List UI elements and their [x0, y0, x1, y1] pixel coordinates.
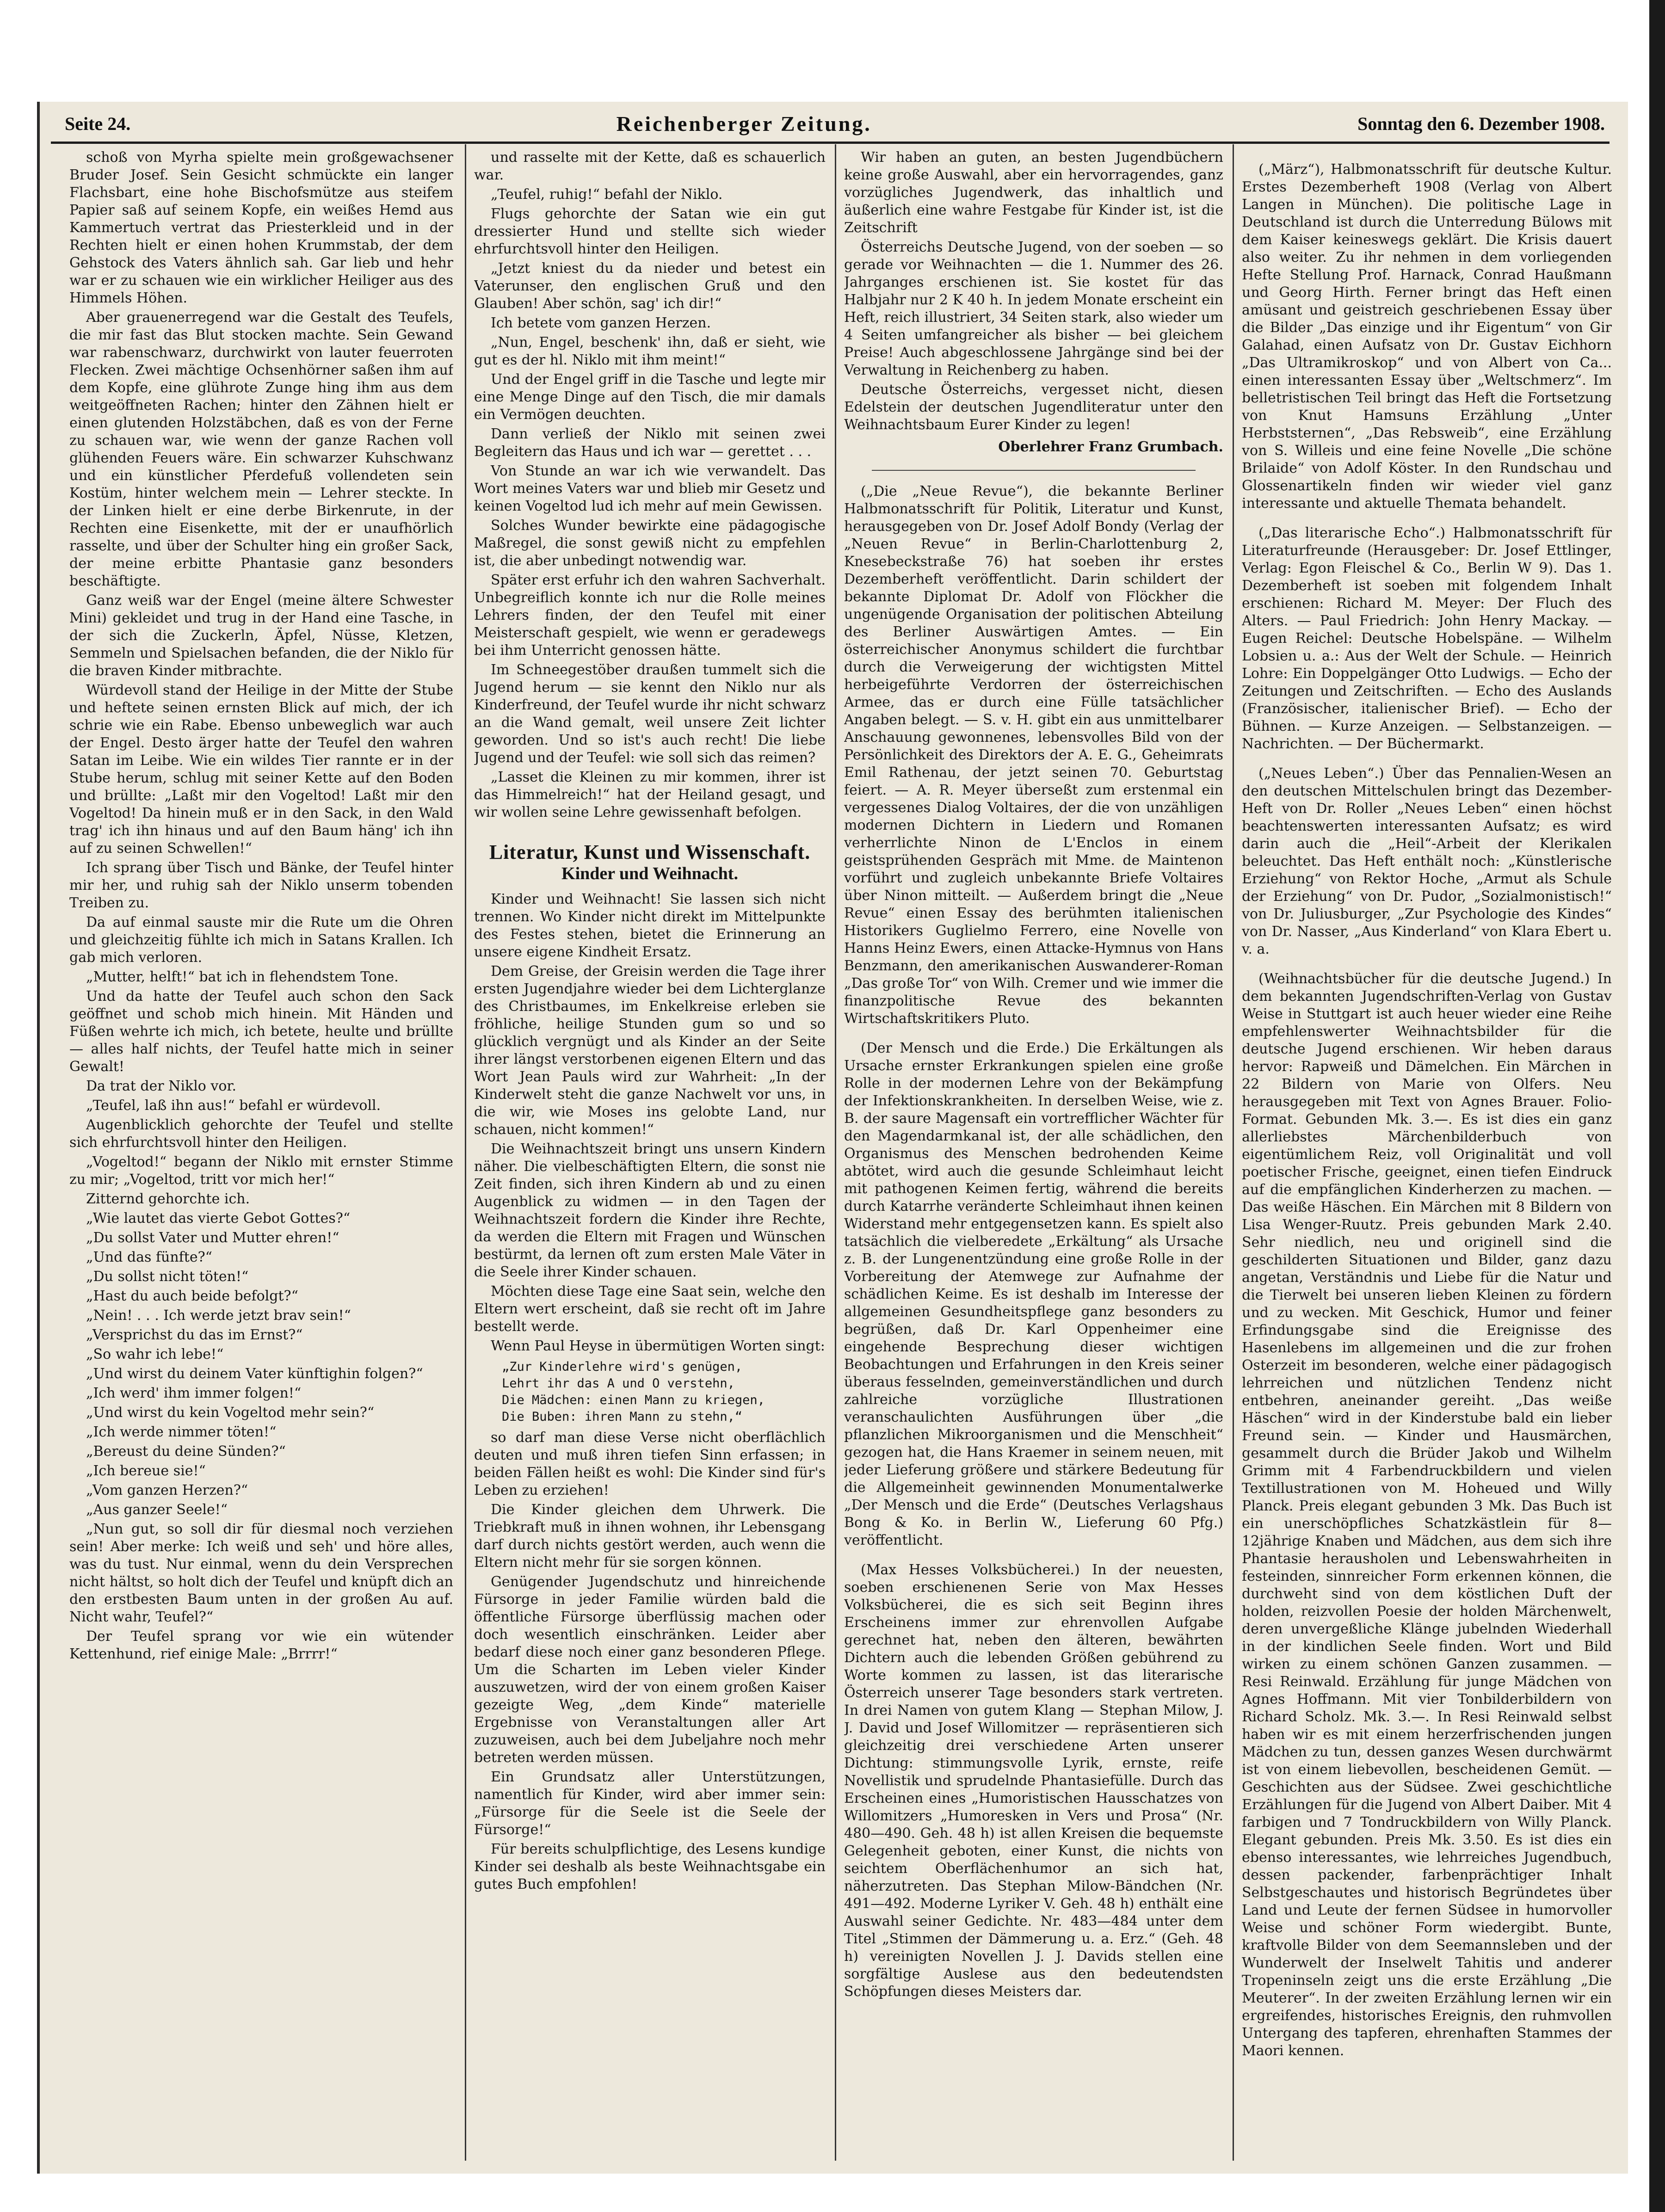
paragraph: Würdevoll stand der Heilige in der Mitte der Stube und heftete seinen ernsten Blick auf mich, der ich schrie wie ein Rabe. Ebenso unbeweglich war auch der Engel. Desto ärger hatte der Teufel den wahren Satan im Leibe. Wie ein wildes Tier rannte er in der Stube herum, schlug mit seiner Kette auf den Boden und brüllte: „Laßt mir den Vogeltod! Laßt mir den Vogeltod! Da hinein muß er in den Sack, in den Wald trag' ich ihn hinaus und auf den Baum häng' ich ihn auf zu seinen Schwellen!“: [69, 682, 453, 856]
paragraph: Deutsche Österreichs, vergesset nicht, diesen Edelstein der deutschen Jugendliteratur unter den Weihnachtsbaum Eurer Kinder zu legen!: [844, 382, 1223, 433]
review-paragraph: („Das literarische Echo“.) Halbmonatsschrift für Literaturfreunde (Herausgeber: Dr. Josef Ettlinger, Verlag: Egon Fleischel & Co., Berlin W 9). Das 1. Dezemberheft ist soeben mit folgendem Inhalt erschienen: Richard M. Meyer: Der Fluch des Alters. — Paul Friedrich: John Henry Mackay. — Eugen Reichel: Deutsche Hobelspäne. — Wilhelm Lobsien u. a.: Aus der Welt der Schule. — Heinrich Lohre: Ein Doppelgänger Otto Ludwigs. — Echo der Zeitungen und Zeitschriften. — Echo des Auslands (Französischer, italienischer Brief). — Echo der Bühnen. — Kurze Anzeigen. — Selbstanzeigen. — Nachrichten. — Der Büchermarkt.: [1242, 525, 1612, 752]
paragraph: „Teufel, laß ihn aus!“ befahl er würdevoll.: [86, 1097, 381, 1114]
paragraph: Möchten diese Tage eine Saat sein, welche den Eltern wert erscheint, daß sie recht oft im Jahre bestellt werde.: [474, 1283, 826, 1335]
paragraph: Aber grauenerregend war die Gestalt des Teufels, die mir fast das Blut stocken machte. Sein Gewand war rabenschwarz, durchwirkt von lauter feuerroten Flecken. Zwei mächtige Ochsenhörner saßen ihm auf dem Kopfe, eine glührote Zunge hing ihm aus dem weitgeöffneten Rachen; hinter den Zähnen hielt er einen glutenden Holzstäbchen, daß es von der Ferne zu schauen war, wie wenn der ganze Rachen voll glühenden Feuers wäre. Ein schwarzer Kuhschwanz und ein künstlicher Pferdefuß vollendeten sein Kostüm, hinter welchem mein — Lehrer steckte. In der Linken hielt er eine derbe Birkenrute, in der Rechten eine Eisenkette, mit der er unaufhörlich rasselte, und über der Schulter hing ein großer Sack, der meine erbitte Phantasie ganz besonders beschäftigte.: [69, 309, 453, 589]
column-4: [1242, 149, 1612, 2165]
paragraph: „Ich werd' ihm immer folgen!“: [86, 1385, 302, 1401]
newspaper-title: Reichenberger Zeitung.: [616, 111, 872, 136]
column-divider: [1233, 144, 1234, 2161]
column-divider: [835, 144, 836, 2161]
paragraph: „Ich werde nimmer töten!“: [86, 1424, 277, 1440]
issue-date: Sonntag den 6. Dezember 1908.: [1357, 113, 1605, 134]
review-paragraph: („Die „Neue Revue“), die bekannte Berliner Halbmonatsschrift für Politik, Literatur und Kunst, herausgegeben von Dr. Josef Adolf Bondy (Verlag der „Neuen Revue“ in Berlin-Charlottenburg 2, Knesebeckstraße 76) hat soeben ihr erstes Dezemberheft veröffentlicht. Darin schildert der bekannte Diplomat Dr. Adolf von Flöckher die ungenügende Organisation der politischen Abteilung des Berliner Auswärtigen Amtes. — Ein österreichischer Anonymus schildert die furchtbar durch die Verweigerung der wichtigsten Mittel herbeigeführte Verdorren der österreichischen Armee, das er durch eine Fülle tatsächlicher Angaben belegt. — S. v. H. gibt ein aus unmittelbarer Anschauung gewonnenes, lebensvolles Bild von der Persönlichkeit des Direktors der A. E. G., Geheimrats Emil Rathenau, der jetzt seinen 70. Geburtstag feiert. — A. R. Meyer überseßt zum erstenmal ein vergessenes Dialog Voltaires, der die von unzähligen modernen Dichtern in Liedern und Romanen verherrlichte Ninon de L'Enclos in einem geistsprühenden Gespräch mit Mme. de Maintenon vorführt und zugleich unbekannte Briefe Voltaires über Ninon mitteilt. — Außerdem bringt die „Neue Revue“ einen Essay des berühmten italienischen Historikers Guglielmo Ferrero, eine Novelle von Hanns Heinz Ewers, einen Attacke-Hymnus von Hans Benzmann, den amerikanischen Auswanderer-Roman „Das große Tor“ von Wilh. Cremer und wie immer die finanzpolitische Revue des bekannten Wirtschaftskritikers Pluto.: [844, 483, 1223, 1027]
article-body-continued: [474, 1429, 826, 1893]
paragraph: Dann verließ der Niklo mit seinen zwei Begleitern das Haus und ich war — gerettet . . .: [474, 426, 826, 460]
paragraph: Solches Wunder bewirkte eine pädagogische Maßregel, die sonst gewiß nicht zu empfehlen ist, die aber unbedingt notwendig war.: [474, 518, 826, 569]
paragraph: Der Teufel sprang vor wie ein wütender Kettenhund, rief einige Male: „Brrrr!“: [69, 1628, 453, 1662]
paragraph: Österreichs Deutsche Jugend, von der soeben — so gerade vor Weihnachten — die 1. Nummer des 26. Jahrganges erschienen ist. Sie kostet für das Halbjahr nur 2 K 40 h. In jedem Monate erscheint ein Heft, reich illustriert, 34 Seiten stark, also wieder um 4 Seiten umfangreicher als bisher — bei gleichem Preise! Auch abgeschlossene Jahrgänge sind bei der Verwaltung in Reichenberg zu haben.: [844, 239, 1223, 378]
column-3: [844, 149, 1223, 2165]
paragraph: „Bereust du deine Sünden?“: [86, 1443, 286, 1460]
paragraph: „Lasset die Kleinen zu mir kommen, ihrer ist das Himmelreich!“ hat der Heiland gesagt, und wir wollen seine Lehre gewissenhaft befolgen.: [474, 769, 826, 820]
book-reviews: [844, 483, 1223, 2001]
paragraph: „Nun, Engel, beschenk' ihn, daß er sieht, wie gut es der hl. Niklo mit ihm meint!“: [474, 334, 826, 368]
paragraph: so darf man diese Verse nicht oberflächlich deuten und muß ihren tiefen Sinn erfassen; in beiden Fällen heißt es wohl: Die Kinder sind für's Leben zu erziehen!: [474, 1429, 826, 1498]
story-end: [474, 149, 826, 821]
paragraph: Ich sprang über Tisch und Bänke, der Teufel hinter mir her, und ruhig sah der Niklo unserm tobenden Treiben zu.: [69, 860, 453, 911]
paragraph: Für bereits schulpflichtige, des Lesens kundige Kinder sei deshalb als beste Weihnachtsgabe ein gutes Buch empfohlen!: [474, 1841, 826, 1892]
paragraph: „Mutter, helft!“ bat ich in flehendstem Tone.: [86, 969, 399, 985]
paragraph: „Jetzt kniest du da nieder und betest ein Vaterunser, den englischen Gruß und den Glauben! Aber schön, sag' ich dir!“: [474, 260, 826, 312]
header-rule: [51, 142, 1610, 144]
paragraph: Die Kinder gleichen dem Uhrwerk. Die Triebkraft muß in ihnen wohnen, ihr Lebensgang darf durch nichts gestört werden, auch wenn die Eltern nicht mehr für sie sorgen können.: [474, 1502, 826, 1571]
article-body: [474, 891, 826, 1355]
paragraph: Ein Grundsatz aller Unterstützungen, namentlich für Kinder, wird aber immer sein: „Fürsorge für die Seele ist die Seele der Fürsorge!“: [474, 1769, 826, 1838]
paragraph: Ich betete vom ganzen Herzen.: [491, 315, 711, 331]
column-1: [69, 149, 453, 2165]
column-2: [474, 149, 826, 2165]
review-paragraph: („März“), Halbmonatsschrift für deutsche Kultur. Erstes Dezemberheft 1908 (Verlag von Albert Langen in München). Die politische Lage in Deutschland ist durch die Unterredung Bülows mit dem Kaiser keineswegs geklärt. Die Krisis dauert also weiter. Zu ihr nehmen in dem vorliegenden Hefte Stellung Prof. Harnack, Conrad Haußmann und Georg Hirth. Ferner bringt das Heft einen amüsant und geistreich geschriebenen Essay über die Bilder „Das einzige und ihr Eigentum“ von Gir Galahad, einen Aufsatz von Dr. Gustav Eichhorn „Das Ultramikroskop“ und von Albert von Ca... einen interessanten Essay über „Weltschmerz“. Im belletristischen Teil bringt das Heft die Fortsetzung von Knut Hamsuns Erzählung „Unter Herbststernen“, „Das Rebsweib“, eine Erzählung von S. Willeis und eine feine Novelle „Die schöne Brilaide“ von Adolf Köster. In den Rundschau und Glossenartikeln finden wir wieder viel ganz interessante und aktuelle Themata behandelt.: [1242, 161, 1612, 511]
paragraph: Die Weihnachtszeit bringt uns unsern Kindern näher. Die vielbeschäftigten Eltern, die sonst nie Zeit finden, sich ihren Kindern ab und zu einen Augenblick zu widmen — in den Tagen der Weihnachtszeit fordern die Kinder ihre Rechte, da werden die Eltern mit Fragen und Wünschen bestürmt, da lernen oft zum ersten Male Väter in die Seele ihrer Kinder schauen.: [474, 1141, 826, 1280]
paragraph: „Ich bereue sie!“: [86, 1463, 206, 1479]
paragraph: „Aus ganzer Seele!“: [86, 1502, 228, 1518]
paragraph: „Vogeltod!“ begann der Niklo mit ernster Stimme zu mir; „Vogeltod, tritt vor mich her!“: [69, 1154, 453, 1188]
review-paragraph: (Max Hesses Volksbücherei.) In der neuesten, soeben erschienenen Serie von Max Hesses Volksbücherei, die es sich seit Beginn ihres Erscheinens immer zur ehrenvollen Aufgabe gerechnet hat, neben den älteren, bewährten Dichtern auch die lebenden Größen gebührend zu Worte kommen zu lassen, ist das literarische Österreich unserer Tage besonders stark vertreten. In drei Namen von gutem Klang — Stephan Milow, J. J. David und Josef Willomitzer — repräsentieren sich gleichzeitig drei verschiedene Arten unserer Dichtung: stimmungsvolle Lyrik, ernste, reife Novellistik und sprudelnde Phantasiefülle. Durch das Erscheinen eines „Humoristischen Hausschatzes von Willomitzers „Humoresken in Vers und Prosa“ (Nr. 480—490. Geh. 48 h) ist allen Kreisen die bequemste Gelegenheit geboten, einer Kunst, die nichts von seichtem Oberflächenhumor an sich hat, näherzutreten. Das Stephan Milow-Bändchen (Nr. 491—492. Moderne Lyriker V. Geh. 48 h) enthält eine Auswahl seiner Gedichte. Nr. 483—484 unter dem Titel „Stimmen der Dämmerung u. a. Erz.“ (Geh. 48 h) vereinigten Novellen J. J. Davids stellen eine sorgfältige Auslese aus den bedeutendsten Schöpfungen dieses Meisters dar.: [844, 1562, 1223, 2000]
separator: [872, 470, 1196, 471]
review-paragraph: (Weihnachtsbücher für die deutsche Jugend.) In dem bekannten Jugendschriften-Verlag von Gustav Weise in Stuttgart ist auch heuer wieder eine Reihe empfehlenswerter Weihnachtsbilder für die deutsche Jugend erschienen. Wir heben daraus hervor: Rapweiß und Dämelchen. Ein Märchen in 22 Bildern von Marie von Olfers. Neu herausgegeben mit Text von Agnes Brauer. Folio-Format. Gebunden Mk. 3.—. Es ist dies ein ganz allerliebstes Märchenbilderbuch von eigentümlichem Reiz, voll Originalität und voll poetischer Frische, geeignet, einen tiefen Eindruck auf die empfänglichen Kinderherzen zu machen. — Das weiße Häschen. Ein Märchen mit 8 Bildern von Lisa Wenger-Ruutz. Preis gebunden Mark 2.40. Sehr niedlich, neu und originell sind die geschilderten Situationen und Bilder, ganz dazu angetan, Verständnis und Liebe für die Natur und die Tierwelt bei unseren lieben Kleinen zu fördern und zu wecken. Mit Geschick, Humor und feiner Erfindungsgabe sind die Ereignisse des Hasenlebens im allgemeinen und die zur frohen Osterzeit im besonderen, welche einer pädagogisch lehrreichen und nützlichen Tendenz nicht entbehren, aneinander gereiht. „Das weiße Häschen“ wird in der Kinderstube bald ein lieber Freund sein. — Kinder und Hausmärchen, gesammelt durch die Brüder Jakob und Wilhelm Grimm mit 4 Farbendruckbildern und vielen Textillustrationen von M. Hoheued und Willy Planck. Preis elegant gebunden 3 Mk. Das Buch ist ein unerschöpfliches Schatzkästlein für 8—12jährige Knaben und Mädchen, aus dem sich ihre Phantasie herausholen und Lebenswahrheiten in festeinden, sinnreicher Form erkennen können, die durchweht sind von dem köstlichen Duft der holden, reizvollen Poesie der holden Märchenwelt, deren unvergeßliche Klänge jubelnden Wiederhall in der kindlichen Seele finden. Wort und Bild wirken zu einem schönen Ganzen zusammen. — Resi Reinwald. Erzählung für junge Mädchen von Agnes Hoffmann. Mit vier Tonbilderbildern von Richard Scholz. Mk. 3.—. In Resi Reinwald selbst haben wir es mit einem herzerfrischenden jungen Mädchen zu tun, dessen ganzes Wesen durchwärmt ist von einem liebevollen, bescheidenen Gemüt. — Geschichten aus der Südsee. Zwei geschichtliche Erzählungen für die Jugend von Albert Daiber. Mit 4 farbigen und 7 Tondruckbildern von Willy Planck. Elegant gebunden. Preis Mk. 3.50. Es ist dies ein ebenso interessantes, wie lehrreiches Jugendbuch, dessen packender, farbenprächtiger Inhalt Selbstgeschautes und historisch Begründetes über Land und Leute der fernen Südsee in humorvoller Weise und schöner Form wiedergibt. Bunte, kraftvolle Bilder von dem Seemannsleben und der Wunderwelt der Inselwelt Tahitis und anderer Tropeninseln zeigt uns die erste Erzählung „Die Meuterer“. In der zweiten Erzählung lernen wir ein ergreifendes, historisches Ereignis, den ruhmvollen Untergang des tapferen, ehrenhaften Stammes der Maori kennen.: [1242, 971, 1612, 2059]
poem-quote: „Zur Kinderlehre wird's genügen, Lehrt ihr das A und O verstehn, Die Mädchen: einen Mann zu kriegen, Die Buben: ihren Mann zu stehn,“: [502, 1360, 765, 1424]
paragraph: Später erst erfuhr ich den wahren Sachverhalt. Unbegreiflich konnte ich nur die Rolle meines Lehrers finden, der den Teufel mit einer Meisterschaft gespielt, wie wenn er geradewegs bei ihm Unterricht genossen hätte.: [474, 572, 826, 659]
page-number: Seite 24.: [65, 113, 131, 134]
section-title: Literatur, Kunst und Wissenschaft.: [489, 841, 811, 863]
paragraph: „Du sollst nicht töten!“: [86, 1269, 249, 1285]
paragraph: Flugs gehorchte der Satan wie ein gut dressierter Hund und stellte sich wieder ehrfurchtsvoll hinter den Heiligen.: [474, 206, 826, 257]
paragraph: „Und wirst du kein Vogeltod mehr sein?“: [86, 1405, 375, 1421]
paragraph: „Versprichst du das im Ernst?“: [86, 1327, 303, 1343]
paragraph: Dem Greise, der Greisin werden die Tage ihrer ersten Jugendjahre wieder bei dem Lichterglanze des Christbaumes, im Enkelkreise erleben sie fröhliche, heilige Stunden gum so und so glücklich vergnügt und als Kinder an der Seite ihrer längst verstorbenen eigenen Eltern und das Wort Jean Pauls wird zur Wahrheit: „In der Kinderwelt steht die ganze Nachwelt vor uns, in die wir, wie Moses ins gelobte Land, nur schauen, nicht kommen!“: [474, 963, 826, 1138]
paragraph: Zitternd gehorchte ich.: [86, 1191, 250, 1207]
paragraph: Und da hatte der Teufel auch schon den Sack geöffnet und schob mich hinein. Mit Händen und Füßen wehrte ich mich, ich betete, heulte und brüllte — alles half nichts, der Teufel hatte mich in seiner Gewalt!: [69, 988, 453, 1075]
paragraph: schoß von Myrha spielte mein großgewachsener Bruder Josef. Sein Gesicht schmückte ein langer Flachsbart, eine hohe Bischofsmütze aus steifem Papier saß auf seinem Kopfe, ein weißes Hemd aus Kammertuch vertrat das Priesterkleid und in der Rechten hielt er einen hohen Krummstab, der dem Gehstock des Vaters ähnlich sah. Gar lieb und hehr war er zu schauen wie ein wirklicher Heiliger aus des Himmels Höhen.: [69, 149, 453, 306]
paragraph: „Und wirst du deinem Vater künftighin folgen?“: [86, 1366, 423, 1382]
paragraph: „Nein! . . . Ich werde jetzt brav sein!“: [86, 1307, 351, 1324]
article-ending: [844, 149, 1223, 434]
paragraph: Genügender Jugendschutz und hinreichende Fürsorge in jeder Familie würden bald die öffentliche Fürsorge überflüssig machen oder doch wesentlich einschränken. Leider aber bedarf diese noch einer ganz besonderen Pflege. Um die Scharten im Leben vieler Kinder auszuwetzen, wird der von einem großen Kaiser gezeigte Weg, „dem Kinde“ materielle Ergebnisse von Veranstaltungen aller Art zuzuweisen, auch bei dem Jubeljahre noch mehr betreten werden müssen.: [474, 1574, 826, 1766]
paragraph: „Vom ganzen Herzen?“: [86, 1482, 248, 1498]
paragraph: Da auf einmal sauste mir die Rute um die Ohren und gleichzeitig fühlte ich mich in Satans Krallen. Ich gab mich verloren.: [69, 914, 453, 966]
paragraph: Augenblicklich gehorchte der Teufel und stellte sich ehrfurchtsvoll hinter den Heiligen.: [69, 1117, 453, 1151]
masthead: [65, 107, 1605, 140]
paragraph: Von Stunde an war ich wie verwandelt. Das Wort meines Vaters war und blieb mir Gesetz und keinen Vogeltod lud ich mehr auf mein Gewissen.: [474, 463, 826, 514]
paragraph: Wir haben an guten, an besten Jugendbüchern keine große Auswahl, aber ein hervorragendes, ganz vorzügliches Jugendwerk, das inhaltlich und äußerlich eine wahre Festgabe für Kinder ist, ist die Zeitschrift: [844, 149, 1223, 236]
paragraph: „Hast du auch beide befolgt?“: [86, 1288, 298, 1304]
paragraph: Wenn Paul Heyse in übermütigen Worten singt:: [491, 1338, 825, 1354]
column-divider: [465, 144, 466, 2161]
paragraph: Da trat der Niklo vor.: [86, 1078, 236, 1094]
review-paragraph: („Neues Leben“.) Über das Pennalien-Wesen an den deutschen Mittelschulen bringt das Dezember-Heft von Dr. Roller „Neues Leben“ einen höchst beachtenswerten interessanten Aufsatz; es wird darin auch die „Heil“-Arbeit der Klerikalen beleuchtet. Das Heft enthält noch: „Künstlerische Erziehung“ von Rektor Hoche, „Armut als Schule der Erziehung“ von Dr. Pudor, „Sozialmonistisch!“ von Dr. Juliusburger, „Zur Psychologie des Kindes“ von Dr. Nasser, „Aus Kinderland“ von Klara Ebert u. v. a.: [1242, 765, 1612, 957]
paragraph: Ganz weiß war der Engel (meine ältere Schwester Mini) gekleidet und trug in der Hand eine Tasche, in der sich die Zuckerln, Äpfel, Nüsse, Kletzen, Semmeln und Spielsachen befanden, die der Niklo für die braven Kinder mitbrachte.: [69, 592, 453, 679]
paragraph: „Wie lautet das vierte Gebot Gottes?“: [86, 1210, 351, 1226]
paragraph: Kinder und Weihnacht! Sie lassen sich nicht trennen. Wo Kinder nicht direkt im Mittelpunkte des Festes stehen, bietet die Erinnerung an unsere eigene Kindheit Ersatz.: [474, 891, 826, 960]
author-signature: Oberlehrer Franz Grumbach.: [998, 439, 1223, 455]
scan-edge: [1649, 0, 1665, 2212]
article-title: Kinder und Weihnacht.: [561, 864, 738, 883]
paragraph: Und der Engel griff in die Tasche und legte mir eine Menge Dinge auf den Tisch, die mir damals ein Vermögen deuchten.: [474, 371, 826, 423]
paragraph: „Und das fünfte?“: [86, 1249, 212, 1265]
paragraph: „Du sollst Vater und Mutter ehren!“: [86, 1230, 339, 1246]
paragraph: Im Schneegestöber draußen tummelt sich die Jugend herum — sie kennt den Niklo nur als Kinderfreund, der Teufel wurde ihr nicht schwarz an die Wand gemalt, weil unsere Zeit lichter geworden. Und so ist's auch recht! Die liebe Jugend und der Teufel: wie soll sich das reimen?: [474, 662, 826, 766]
paragraph: „Nun gut, so soll dir für diesmal noch verziehen sein! Aber merke: Ich weiß und seh' und höre alles, was du tust. Nur einmal, wenn du dein Versprechen nicht hältst, so holt dich der Teufel und knüpft dich an den erstbesten Baum unten in der großen Au auf. Nicht wahr, Teufel?“: [69, 1521, 453, 1625]
paragraph: und rasselte mit der Kette, daß es schauerlich war.: [474, 149, 826, 183]
paragraph: „Teufel, ruhig!“ befahl der Niklo.: [491, 186, 723, 203]
paragraph: „So wahr ich lebe!“: [86, 1346, 224, 1362]
review-paragraph: (Der Mensch und die Erde.) Die Erkältungen als Ursache ernster Erkrankungen spielen eine große Rolle in der modernen Lehre von der Bekämpfung der Infektionskrankheiten. In derselben Weise, wie z. B. der saure Magensaft ein vortrefflicher Wächter für den Magendarmkanal ist, der alle schädlichen, den Organismus des Menschen bedrohenden Keime abtötet, wird auch die gesunde Schleimhaut leicht mit pathogenen Keimen fertig, während die bereits durch Katarrhe veränderte Schleimhaut ihnen keinen Widerstand mehr entgegensetzen kann. Es spielt also tatsächlich die vielberedete „Erkältung“ als Ursache z. B. der Lungenentzündung eine große Rolle in der Vorbereitung der Atemwege zur Aufnahme der schädlichen Keime. Es ist deshalb im Interesse der allgemeinen Gesundheitspflege ganz besonders zu begrüßen, daß Dr. Karl Oppenheimer eine eingehende Besprechung dieser wichtigen Beobachtungen und Erfahrungen in den Kreis seiner überaus fesselnden, gemeinverständlichen und durch zahlreiche vorzügliche Illustrationen veranschaulichten Ausführungen über „die pflanzlichen Mikroorganismen und die Menschheit“ gezogen hat, die Hans Kraemer in seinem neuen, mit jeder Lieferung größere und stärkere Bedeutung für die Allgemeinheit gewinnenden Monumentalwerke „Der Mensch und die Erde“ (Deutsches Verlagshaus Bong & Ko. in Berlin W., Lieferung 60 Pfg.) veröffentlicht.: [844, 1040, 1223, 1548]
